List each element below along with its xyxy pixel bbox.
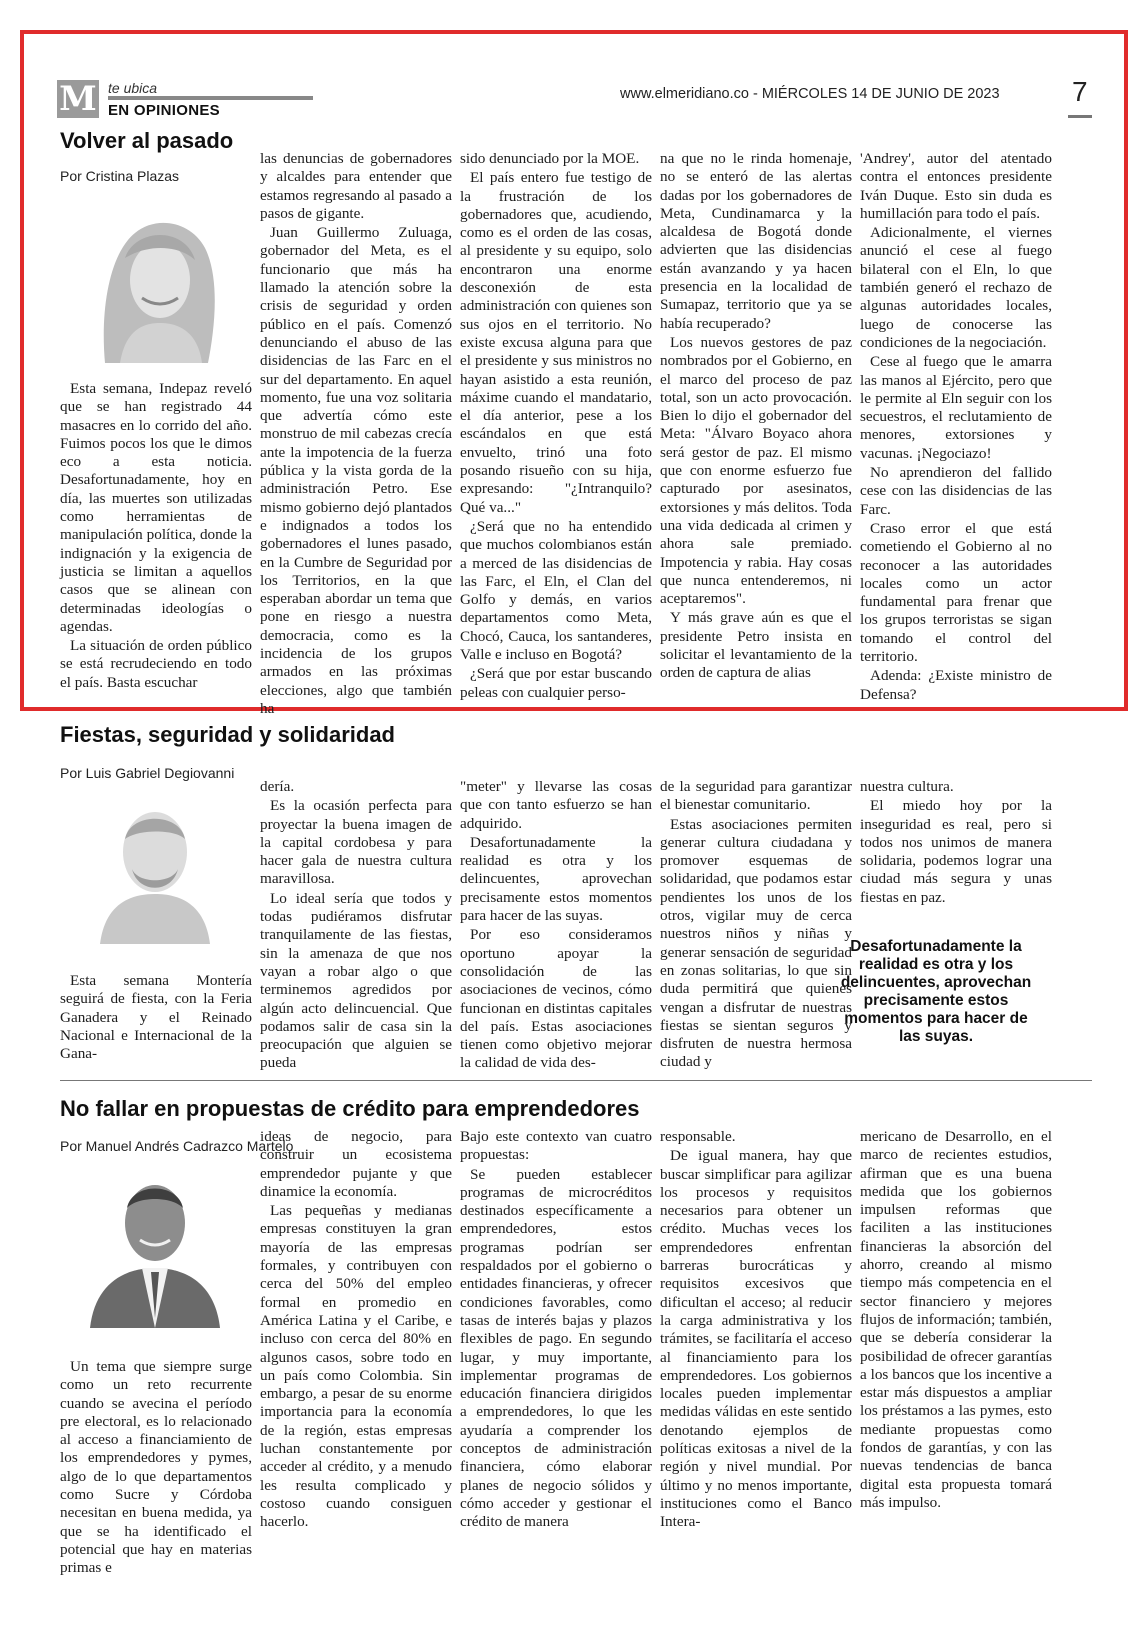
section-divider xyxy=(60,1080,1092,1081)
article-column-3: sido denunciado por la MOE. El país entero fue testigo de la frustración de los gobernadores que, acudiendo, como es el orden de las cosas, al presidente y su equipo, solo encontraron una enorme desconexión de esta administración con quienes son sus ojos en el territorio. No existe excusa alguna para que el presidente y sus ministros no hayan asistido a esta reunión, máxime cuando el mandatario, el día anterior, pese a los escándalos en que está envuelto, trinó una foto posando risueño con su hija, expresando: "¿Intranquilo? Qué va..." ¿Será que no ha entendido que muchos colombianos están a merced de las disidencias de las Farc, el Eln, el Clan del Golfo y demás, en varios departamentos como Meta, Chocó, Cauca, los santanderes, Valle e incluso en Bogotá? ¿Será que por estar buscando peleas con cualquier perso- xyxy=(460,150,652,701)
article-volver-al-pasado xyxy=(60,128,1092,717)
page-number-rule xyxy=(1068,115,1092,118)
article-column-4: responsable. De igual manera, hay que buscar simplificar para agilizar los procesos y requisitos necesarios para obtener un crédito. Muchas veces los emprendedores enfrentan barreras burocráticas y requisitos excesivos que dificultan el acceso; al reducir la carga administrativa y los trámites, se facilitaría el acceso al financiamiento para los emprendedores. Los gobiernos locales pueden implementar medidas válidas en este sentido denotando ejemplos de políticas exitosas a nivel de la región y nivel mundial. Por último y no menos importante, instituciones como el Banco Intera- xyxy=(660,1128,852,1531)
article-column-3: "meter" y llevarse las cosas que con tanto esfuerzo se han adquirido. Desafortunadamente la realidad es otra y los delincuentes, aprovechan precisamente estos momentos para hacer de las suyas. Por eso consideramos oportuno apoyar la consolidación de las asociaciones de vecinos, cómo funcionan en distintas capitales del país. Estas asociaciones tienen como objetivo mejorar la calidad de vida des- xyxy=(460,778,652,1072)
section-title: EN OPINIONES xyxy=(108,102,220,119)
article-headline: No fallar en propuestas de crédito para emprendedores xyxy=(60,1096,640,1121)
article-column-2: dería. Es la ocasión perfecta para proyectar la buena imagen de la capital cordobesa y para hacer gala de nuestra cultura maravillosa. Lo ideal sería que todos y todas pudiéramos disfrutar tranquilamente de las fiestas, sin la amenaza de que nos vayan a robar algo o que terminemos agredidos por algún acto delincuencial. Que podamos salir de casa sin la preocupación que alguien se pueda xyxy=(260,778,452,1072)
pull-quote: Desafortunadamente la realidad es otra y los delincuentes, aprovechan precisamente estos momentos para hacer de las suyas. xyxy=(840,938,1032,1045)
page-number: 7 xyxy=(1072,76,1088,107)
logo[interactable] xyxy=(57,80,99,118)
article-byline: Por Luis Gabriel Degiovanni xyxy=(60,765,235,781)
article-headline: Fiestas, seguridad y solidaridad xyxy=(60,722,395,747)
article-column-1: Esta semana Montería seguirá de fiesta, con la Feria Ganadera y el Reinado Nacional e Internacional de la Gana- xyxy=(60,972,252,1063)
article-column-5: mericano de Desarrollo, en el marco de recientes estudios, afirman que es una buena medida que los gobiernos impulsen reformas que faciliten a las instituciones financieras la absorción del ahorro, creando al mismo tiempo más competencia en el sector financiero y mejores flujos de información; también, que se debería considerar la posibilidad de ofrecer garantías a los bancos que los incentive a estar más dispuestos a ampliar los préstamos a las pymes, esto mediante propuestas como fondos de garantías, y con las nuevas tendencias de banca digital esta propuesta tomará más impulso. xyxy=(860,1128,1052,1511)
article-column-3: Bajo este contexto van cuatro propuestas: Se pueden establecer programas de microcréditos destinados específicamente a emprendedores, estos programas podrían ser respaldados por el gobierno o entidades financieras, y ofrecer condiciones favorables, como tasas de interés bajas y plazos flexibles de pago. En segundo lugar, y muy importante, implementar programas de educación financiera dirigidos a emprendedores, lo que les ayudaría a comprender los conceptos de administración financiera, cómo elaborar planes de negocio sólidos y cómo acceder y gestionar el crédito de manera xyxy=(460,1128,652,1531)
dateline: www.elmeridiano.co - MIÉRCOLES 14 DE JUNIO DE 2023 xyxy=(620,86,1000,102)
article-column-5: nuestra cultura. El miedo hoy por la inseguridad es real, pero si todos nos unimos de manera solidaria, podemos lograr una ciudad más segura y unas fiestas en paz. xyxy=(860,778,1052,906)
article-column-2: ideas de negocio, para construir un ecosistema emprendedor pujante y que dinamice la economía. Las pequeñas y medianas empresas constituyen la gran mayoría de las empresas formales, y contribuyen con cerca del 50% del empleo formal en promedio en América Latina y el Caribe, e incluso con cerca del 80% en algunos casos, sobre todo en un país como Colombia. Sin embargo, a pesar de su enorme importancia para la economía de la región, estas empresas luchan constantemente por acceder al crédito, y a menudo les resulta complicado y costoso cuando consiguen hacerlo. xyxy=(260,1128,452,1531)
author-photo xyxy=(80,1168,230,1328)
article-column-4: de la seguridad para garantizar el bienestar comunitario. Estas asociaciones permiten generar cultura ciudadana y promover esquemas de solidaridad, que podamos estar pendientes los unos de los otros, vigilar muy de cerca nuestros niños y niñas y generar sensación de seguridad en zonas solitarias, lo que sin duda permitirá que quienes vengan a disfrutar de nuestras fiestas se sientan seguros y disfruten de nuestra hermosa ciudad y xyxy=(660,778,852,1071)
article-headline: Volver al pasado xyxy=(60,128,234,153)
logo-letter: M xyxy=(59,79,97,119)
article-column-5: 'Andrey', autor del atentado contra el entonces presidente Iván Duque. Esto sin duda es humillación para todo el país. Adicionalmente, el viernes anunció el cese al fuego bilateral con el Eln, lo que también generó el rechazo de algunas autoridades locales, luego de conocerse las condiciones de la negociación. Cese al fuego que le amarra las manos al Ejército, pero que le permite al Eln seguir con los secuestros, el reclutamiento de menores, extorsiones y vacunas. ¡Negociazo! No aprendieron del fallido cese con las disidencias de las Farc. Craso error el que está cometiendo el Gobierno al no reconocer a las autoridades locales como un actor fundamental para frenar que los grupos terroristas se sigan tomando el control del territorio. Adenda: ¿Existe ministro de Defensa? xyxy=(860,150,1052,703)
logo-tagline: te ubica xyxy=(108,80,158,96)
article-column-2: las denuncias de gobernadores y alcaldes para entender que estamos regresando al pasado a pasos de gigante. Juan Guillermo Zuluaga, gobernador del Meta, es el funcionario que más ha llamado la atención sobre la crisis de seguridad y orden público en el país. Comenzó denunciando el abuso de las disidencias de las Farc en el sur del departamento. En aquel momento, fue una voz solitaria que advertía cómo este monstruo de mil cabezas crecía ante la impotencia de la fuerza pública y la vista gorda de la administración Petro. Ese mismo gobierno dejó plantados e indignados a todos los gobernadores el lunes pasado, en la Cumbre de Seguridad por los Territorios, en la que esperaban abordar un tema que pone en riesgo a nuestra democracia, como es la incidencia de los grupos armados en las próximas elecciones, algo que también ha xyxy=(260,150,452,717)
article-credito-emprendedores xyxy=(60,1096,1092,1596)
article-column-4: na que no le rinda homenaje, no se enteró de las alertas dadas por los gobernadores de Meta, Cundinamarca y la alcaldesa de Bogotá donde advierten que las disidencias están avanzando y ya hacen presencia en la localidad de Sumapaz, territorio que ya se había recuperado? Los nuevos gestores de paz nombrados por el Gobierno, en el marco del proceso de paz total, son un acto provocación. Bien lo dijo el gobernador del Meta: "Álvaro Boyaco ahora será gestor de paz. El mismo que con enorme esfuerzo fue capturado por asesinatos, extorsiones y más delitos. Toda una vida dedicada al crimen y ahora sale premiado. Impotencia y rabia. Hay cosas que nunca entenderemos, ni aceptaremos". Y más grave aún es que el presidente Petro insista en solicitar el levantamiento de la orden de captura de alias xyxy=(660,150,852,682)
author-photo xyxy=(80,198,230,363)
article-column-1: Esta semana, Indepaz reveló que se han registrado 44 masacres en lo corrido del año. Fuimos pocos los que le dimos eco a esta noticia. Desafortunadamente, hoy en día, las muertes son utilizadas como herramientas de manipulación política, donde la indignación y la exigencia de justicia se limitan a aquellos casos que se alinean con determinadas ideologías o agendas. La situación de orden público se está recrudeciendo en todo el país. Basta escuchar xyxy=(60,380,252,691)
article-byline: Por Cristina Plazas xyxy=(60,168,180,184)
masthead-rule xyxy=(108,96,313,100)
article-byline: Por Manuel Andrés Cadrazco Martelo xyxy=(60,1138,294,1154)
author-photo xyxy=(80,794,230,944)
article-column-1: Un tema que siempre surge como un reto recurrente cuando se avecina el período pre electoral, es lo relacionado al acceso a financiamiento de los emprendedores y pymes, algo de lo que departamentos como Sucre y Córdoba necesitan en buena medida, ya que se ha identificado el potencial que hay en materias primas e xyxy=(60,1358,252,1577)
